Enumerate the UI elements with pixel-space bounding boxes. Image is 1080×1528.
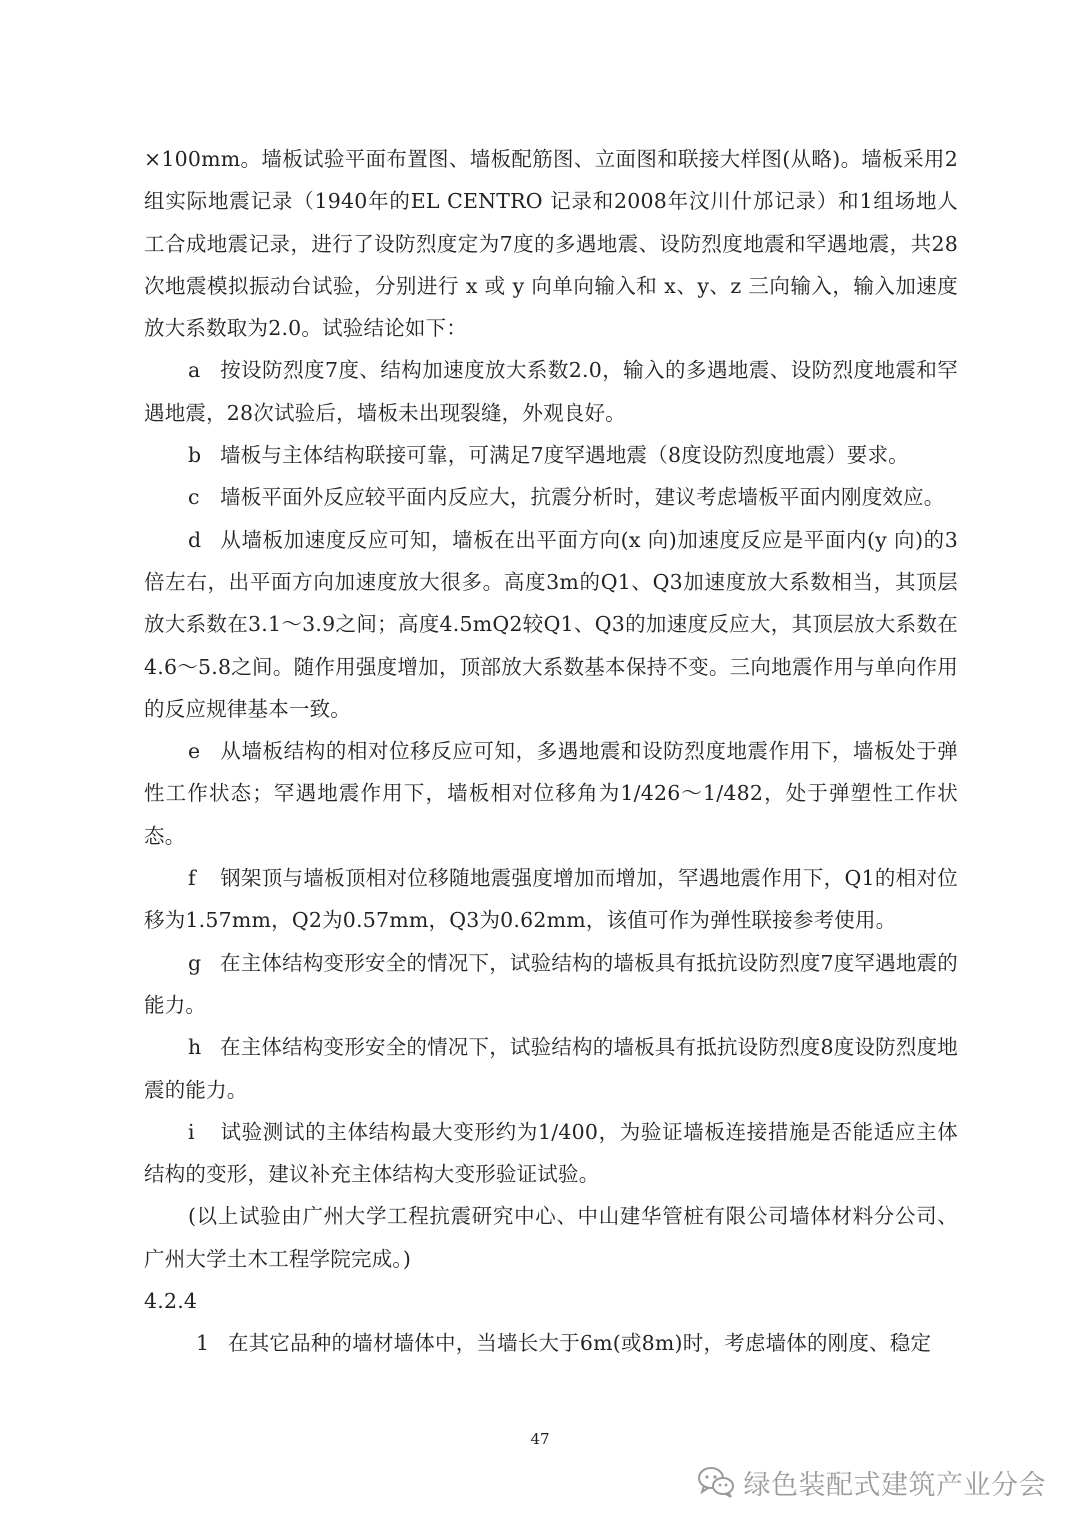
- conclusion-text: 从墙板结构的相对位移反应可知，多遇地震和设防烈度地震作用下，墙板处于弹性工作状态；罕遇地震作用下，墙板相对位移角为1/426～1/482，处于弹塑性工作状态。: [144, 739, 958, 848]
- conclusion-label: e: [188, 739, 201, 764]
- conclusion-g: [144, 942, 958, 1027]
- watermark: [696, 1462, 1047, 1502]
- conclusion-b: [144, 434, 958, 476]
- conclusion-label: f: [188, 866, 196, 891]
- conclusion-text: 按设防烈度7度、结构加速度放大系数2.0，输入的多遇地震、设防烈度地震和罕遇地震，28次试验后，墙板未出现裂缝，外观良好。: [144, 358, 958, 425]
- watermark-text: 绿色装配式建筑产业分会: [743, 1469, 1046, 1501]
- section-heading: 4.2.4: [144, 1289, 198, 1314]
- conclusion-label: b: [188, 443, 202, 468]
- item-1-paragraph: [144, 1322, 958, 1364]
- conclusion-label: d: [188, 527, 202, 552]
- conclusion-f: [144, 857, 958, 942]
- page-number: 47: [530, 1430, 550, 1448]
- conclusion-e: [144, 730, 958, 857]
- conclusion-label: g: [188, 950, 202, 975]
- item-text: 在其它品种的墙材墙体中，当墙长大于6m(或8m)时，考虑墙体的刚度、稳定: [228, 1331, 932, 1356]
- conclusion-a: [144, 349, 958, 434]
- conclusion-text: 在主体结构变形安全的情况下，试验结构的墙板具有抵抗设防烈度8度设防烈度地震的能力。: [144, 1035, 958, 1102]
- conclusion-text: 从墙板加速度反应可知，墙板在出平面方向(x 向)加速度反应是平面内(y 向)的3倍左右，出平面方向加速度放大很多。高度3m的Q1、Q3加速度放大系数相当，其顶层放大系数在3.1～3.9之间；高度4.5mQ2较Q1、Q3的加速度反应大，其顶层放大系数在4.6～5.8之间。随作用强度增加，顶部放大系数基本保持不变。三向地震作用与单向作用的反应规律基本一致。: [144, 527, 958, 721]
- conclusion-label: i: [188, 1119, 195, 1144]
- conclusion-text: 墙板与主体结构联接可靠，可满足7度罕遇地震（8度设防烈度地震）要求。: [220, 443, 909, 468]
- conclusion-text: 墙板平面外反应较平面内反应大，抗震分析时，建议考虑墙板平面内刚度效应。: [220, 485, 945, 510]
- conclusion-d: [144, 519, 958, 730]
- conclusion-label: a: [188, 358, 201, 383]
- conclusion-label: c: [188, 485, 200, 510]
- conclusion-text: 试验测试的主体结构最大变形约为1/400，为验证墙板连接措施是否能适应主体结构的变形，建议补充主体结构大变形验证试验。: [144, 1119, 958, 1187]
- item-label: 1: [196, 1331, 210, 1356]
- credit-paragraph: (以上试验由广州大学工程抗震研究中心、中山建华管桩有限公司墙体材料分公司、广州大学土木工程学院完成。): [144, 1204, 958, 1271]
- body-text: [144, 138, 958, 1365]
- conclusion-label: h: [188, 1035, 202, 1060]
- conclusion-text: 在主体结构变形安全的情况下，试验结构的墙板具有抵抗设防烈度7度罕遇地震的能力。: [144, 950, 958, 1017]
- conclusion-h: [144, 1026, 958, 1111]
- conclusion-c: [144, 476, 958, 518]
- wechat-icon: [696, 1465, 736, 1499]
- conclusion-i: [144, 1111, 958, 1196]
- conclusion-text: 钢架顶与墙板顶相对位移随地震强度增加而增加，罕遇地震作用下，Q1的相对位移为1.57mm，Q2为0.57mm，Q3为0.62mm，该值可作为弹性联接参考使用。: [144, 866, 958, 933]
- intro-paragraph: ×100mm。墙板试验平面布置图、墙板配筋图、立面图和联接大样图(从略)。墙板采用2组实际地震记录（1940年的EL CENTRO 记录和2008年汶川什邡记录）和1组场地人工合成地震记录，进行了设防烈度定为7度的多遇地震、设防烈度地震和罕遇地震，共28次地震模拟振动台试验，分别进行 x 或 y 向单向输入和 x、y、z 三向输入，输入加速度放大系数取为2.0。试验结论如下：: [144, 147, 958, 341]
